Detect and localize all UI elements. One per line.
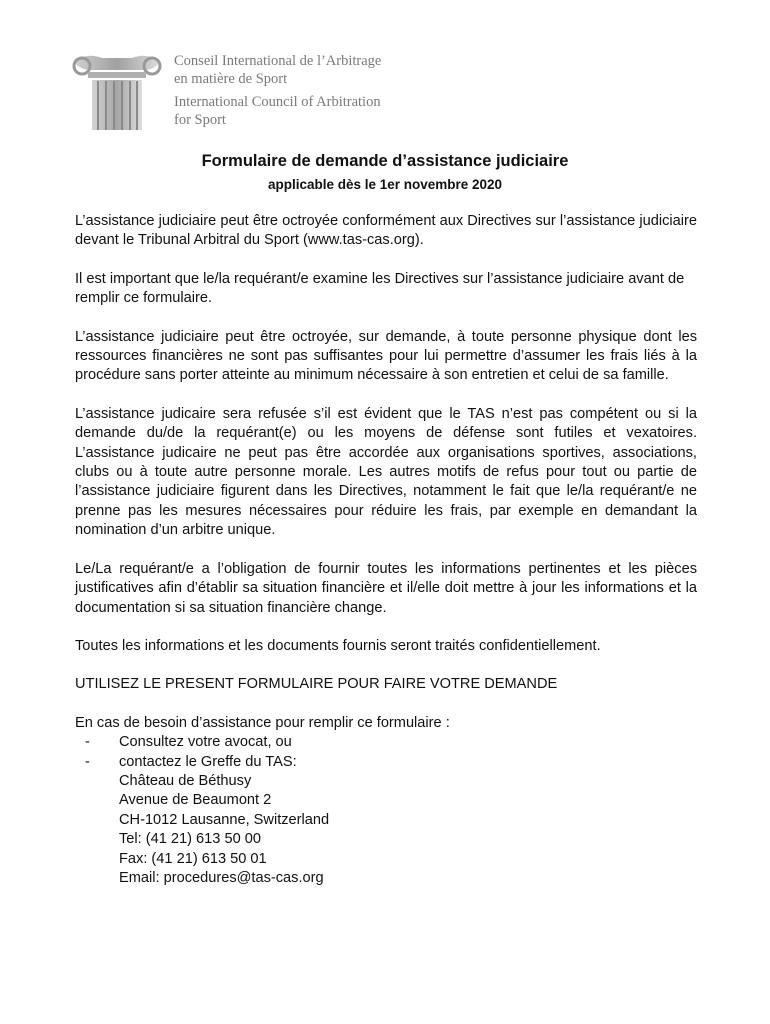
address-line2: Avenue de Beaumont 2 [119,792,272,809]
address-email: Email: procedures@tas-cas.org [119,869,324,886]
org-name-fr-line1: Conseil International de l’Arbitrage [174,53,382,69]
address-phone: Tel: (41 21) 613 50 00 [119,831,261,848]
bullet-dash: - [85,753,90,770]
address-fax: Fax: (41 21) 613 50 01 [119,850,267,867]
address-line1: Château de Béthusy [119,772,252,789]
bullet-dash: - [85,734,90,751]
org-name-en-line1: International Council of Arbitration [174,94,381,110]
document-body [75,212,697,888]
paragraph-7: UTILISEZ LE PRESENT FORMULAIRE POUR FAIRE VOTRE DEMANDE [75,676,558,693]
paragraph-6: Toutes les informations et les documents fournis seront traités confidentiellement. [75,637,601,654]
address-line3: CH-1012 Lausanne, Switzerland [119,811,330,828]
help-intro: En cas de besoin d’assistance pour remplir ce formulaire : [75,714,450,731]
list-item [75,733,697,752]
registry-address [75,772,697,888]
org-name-fr-line2: en matière de Sport [174,71,288,87]
organization-name [174,52,381,134]
org-name-en-line2: for Sport [174,112,226,128]
paragraph-4: L’assistance judicaire sera refusée s’il est évident que le TAS n’est pas compétent ou si la demande du/de la requérant(e) ou les moyens de défense sont futiles et vexatoires. L’assistance judicaire ne peut pas être accordée aux organisations sportives, associations, clubs ou à toute autre personne morale. Les autres motifs de refus pour tout ou partie de l’assistance judiciaire figurent dans les Directives, notamment le fait que le/la requérant/e ne prenne pas les mesures nécessaires pour réduire les frais, par exemple en demandant la nomination d’un arbitre unique. [75,405,697,539]
help-list [75,733,697,772]
list-item-label: contactez le Greffe du TAS: [119,753,297,770]
document-title: Formulaire de demande d’assistance judiciaire [201,152,569,170]
column-capital-icon [66,48,166,138]
document-subtitle: applicable dès le 1er novembre 2020 [267,177,503,192]
paragraph-3: L’assistance judiciaire peut être octroyée, sur demande, à toute personne physique dont les ressources financières ne sont pas suffisantes pour lui permettre d’assumer les frais liés à la procédure sans porter atteinte au minimum nécessaire à son entretien et celui de sa famille. [75,328,697,384]
paragraph-5: Le/La requérant/e a l’obligation de fournir toutes les informations pertinentes et les pièces justificatives afin d’établir sa situation financière et il/elle doit mettre à jour les informations et la documentation si sa situation financière change. [75,560,697,616]
paragraph-1: L’assistance judiciaire peut être octroyée conformément aux Directives sur l’assistance judiciaire devant le Tribunal Arbitral du Sport (www.tas-cas.org). [75,213,697,249]
list-item-label: Consultez votre avocat, ou [119,734,292,751]
paragraph-2: Il est important que le/la requérant/e examine les Directives sur l’assistance judiciaire avant de remplir ce formulaire. [75,270,685,307]
list-item [75,753,697,772]
